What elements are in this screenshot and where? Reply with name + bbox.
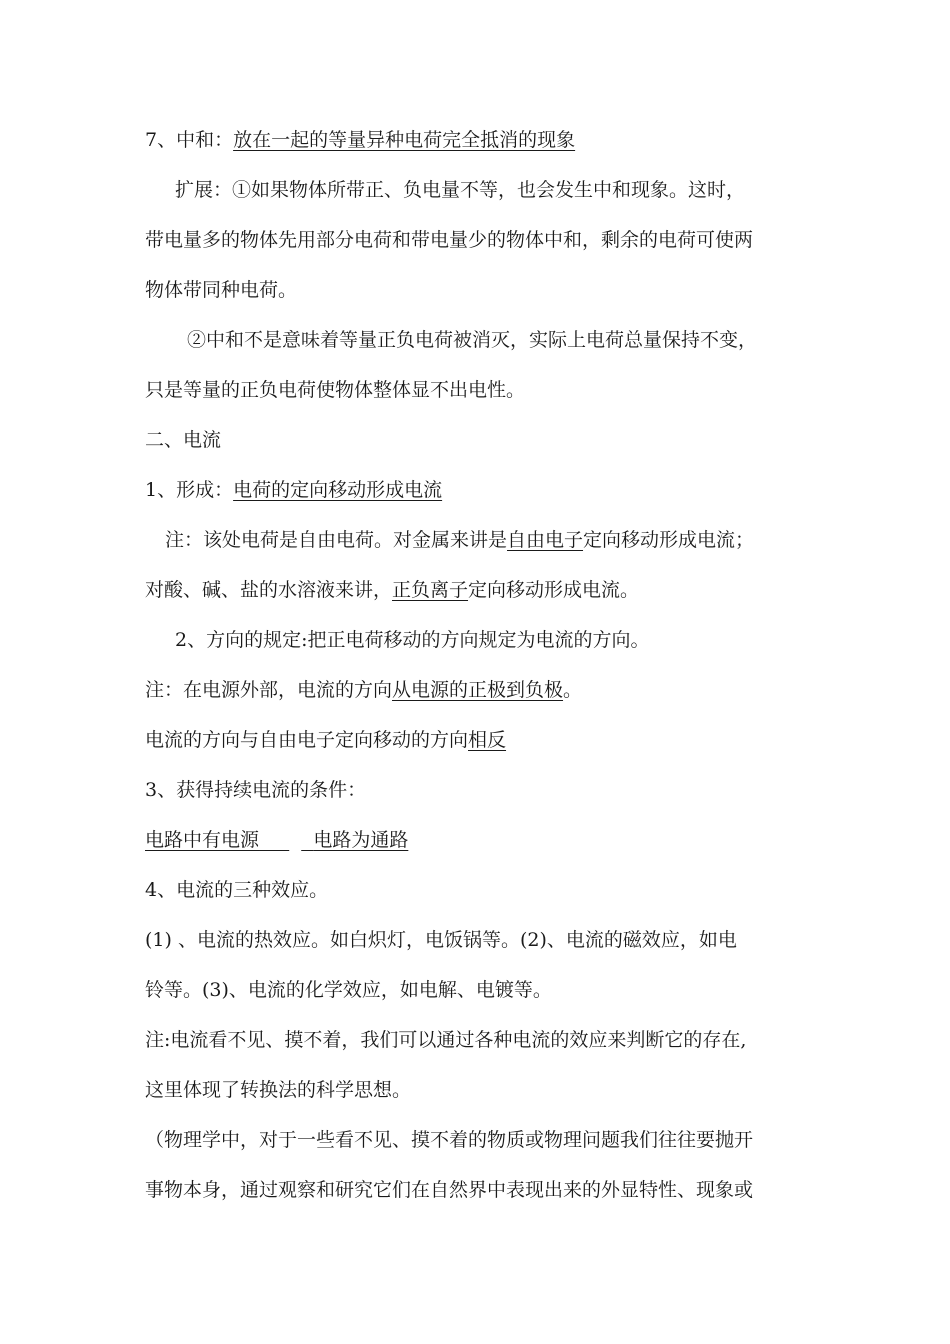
text-run: 注:电流看不见、摸不着，我们可以通过各种电流的效应来判断它的存在, — [145, 1029, 747, 1051]
paragraph-extension-2 — [187, 327, 857, 353]
paragraph-line — [145, 1077, 815, 1103]
text-run: 3、获得持续电流的条件： — [145, 779, 367, 801]
text-run: 1、形成： — [145, 479, 234, 501]
paragraph-conditions — [145, 827, 815, 853]
paragraph-effects-title — [145, 877, 815, 903]
paragraph-direction — [175, 627, 845, 653]
underlined-condition: 电路为通路 — [313, 829, 409, 851]
paragraph-line — [145, 1177, 815, 1203]
text-run: （物理学中，对于一些看不见、摸不着的物质或物理问题我们往往要抛开 — [145, 1129, 754, 1151]
text-run: ②中和不是意味着等量正负电荷被消灭，实际上电荷总量保持不变， — [187, 329, 758, 351]
section-heading-current — [145, 427, 815, 453]
paragraph-neutralization-title — [145, 127, 815, 153]
underlined-term: 自由电子 — [507, 529, 584, 551]
paragraph-line — [145, 577, 815, 603]
underlined-definition: 放在一起的等量异种电荷完全抵消的现象 — [233, 129, 576, 151]
text-run: 事物本身，通过观察和研究它们在自然界中表现出来的外显特性、现象或 — [145, 1179, 754, 1201]
text-run: 扩展：①如果物体所带正、负电量不等，也会发生中和现象。这时， — [175, 179, 746, 201]
underlined-term: 相反 — [468, 729, 507, 751]
text-run: 7、中和： — [145, 129, 234, 151]
paragraph-extension-1 — [175, 177, 845, 203]
paragraph-electron-direction — [145, 727, 815, 753]
text-run: 注：在电源外部，电流的方向 — [145, 679, 393, 701]
paragraph-formation — [145, 477, 815, 503]
paragraph-physics-note — [145, 1127, 815, 1153]
text-run: 。 — [563, 679, 583, 701]
text-run: 这里体现了转换法的科学思想。 — [145, 1079, 412, 1101]
underlined-definition: 电荷的定向移动形成电流 — [233, 479, 443, 501]
text-run: 注：该处电荷是自由电荷。对金属来讲是 — [165, 529, 508, 551]
paragraph-line — [145, 277, 815, 303]
underlined-condition: 电路中有电源 — [145, 829, 260, 851]
text-run: 电流的方向与自由电子定向移动的方向 — [145, 729, 469, 751]
text-run: 只是等量的正负电荷使物体整体显不出电性。 — [145, 379, 526, 401]
heading-text: 二、电流 — [145, 429, 222, 451]
text-run: 带电量多的物体先用部分电荷和带电量少的物体中和，剩余的电荷可使两 — [145, 229, 754, 251]
paragraph-effects — [145, 927, 815, 953]
text-run: 2、方向的规定:把正电荷移动的方向规定为电流的方向。 — [175, 629, 650, 651]
paragraph-line — [145, 227, 815, 253]
text-run: 物体带同种电荷。 — [145, 279, 298, 301]
paragraph-note-charge — [165, 527, 835, 553]
text-run: (1) 、电流的热效应。如白炽灯，电饭锅等。(2)、电流的磁效应，如电 — [145, 929, 737, 951]
underlined-term: 从电源的正极到负极 — [392, 679, 564, 701]
underlined-term: 正负离子 — [392, 579, 469, 601]
paragraph-conditions-title — [145, 777, 815, 803]
text-run: 铃等。(3)、电流的化学效应，如电解、电镀等。 — [145, 979, 552, 1001]
text-run: 定向移动形成电流。 — [468, 579, 640, 601]
text-run: 对酸、碱、盐的水溶液来讲， — [145, 579, 393, 601]
text-run: 定向移动形成电流； — [583, 529, 755, 551]
paragraph-line — [145, 977, 815, 1003]
paragraph-note-effects — [145, 1027, 815, 1053]
text-run: 4、电流的三种效应。 — [145, 879, 329, 901]
paragraph-note-direction — [145, 677, 815, 703]
paragraph-line — [145, 377, 815, 403]
